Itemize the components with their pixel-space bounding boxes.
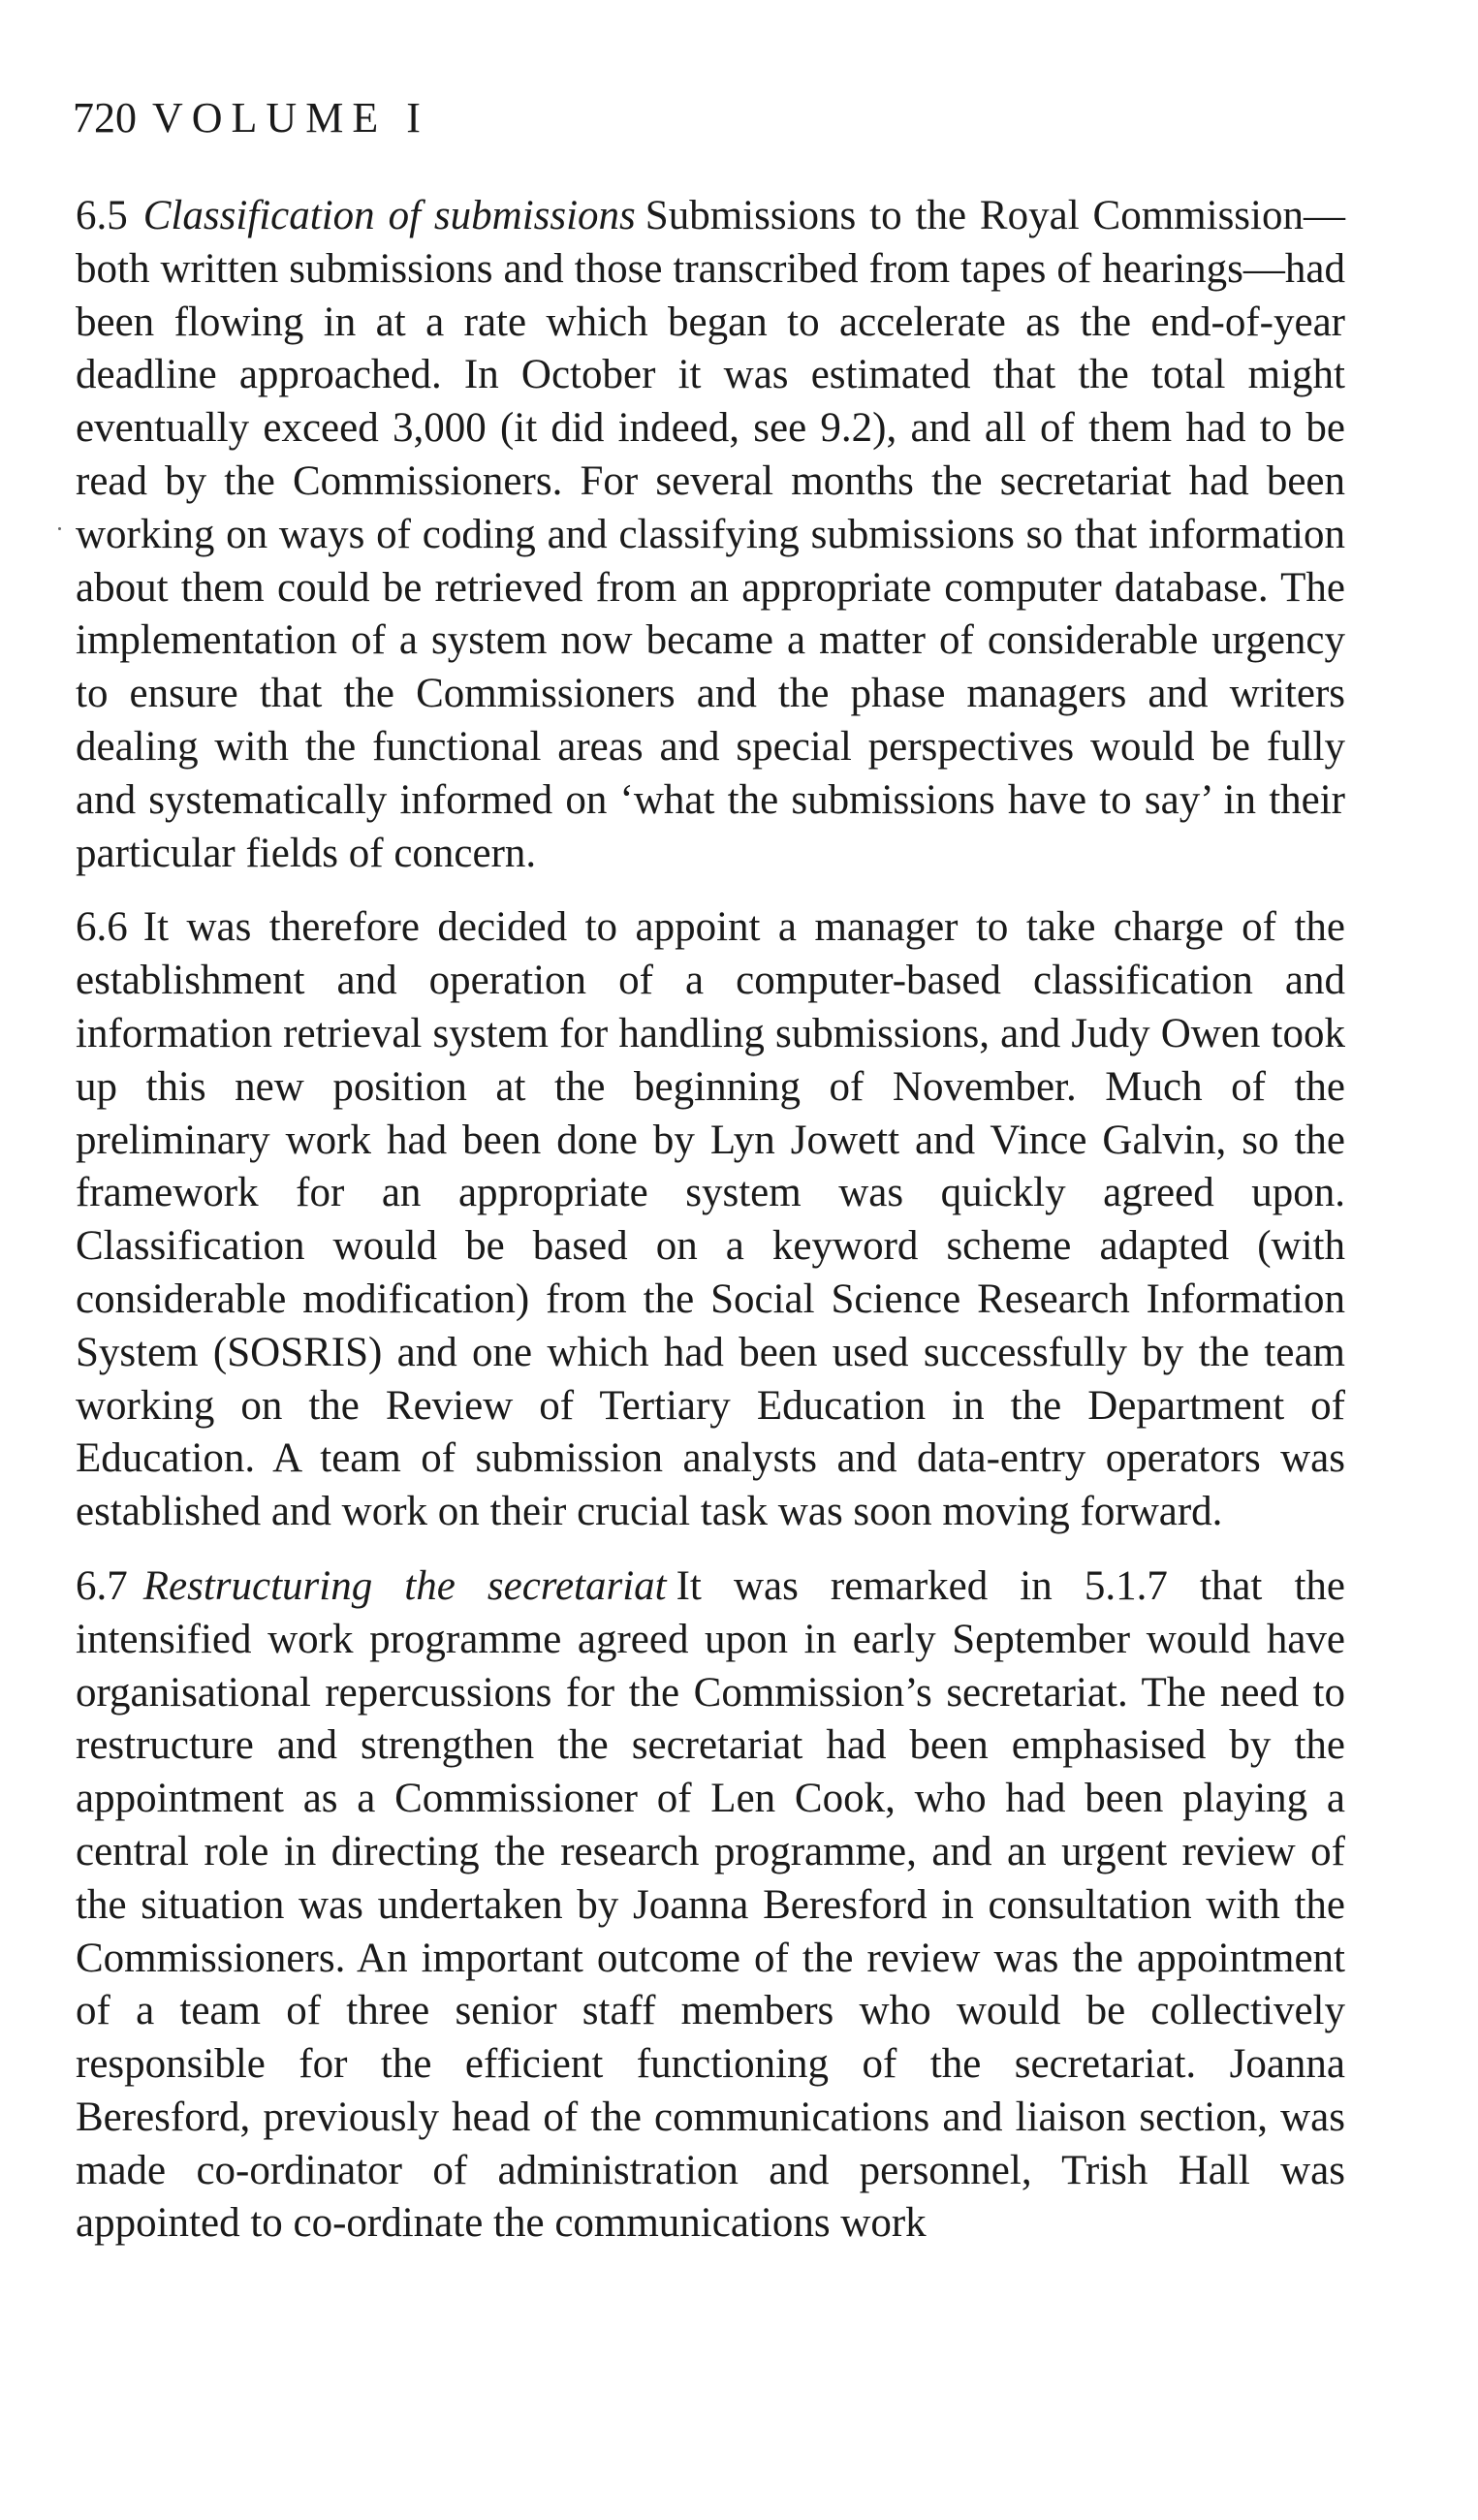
- paragraph-text: Submissions to the Royal Commission—both written submissions and those transcribed from tapes of hearings—had been flowing in at a rate which began to accelerate as the end-of-year deadline approached. In October it was estimated that the total might eventually exceed 3,000 (it did indeed, see 9.2), and all of them had to be read by the Commissioners. For several months the secretariat had been working on ways of coding and classifying submissions so that information about them could be retrieved from an appropriate computer database. The implementation of a system now became a matter of considerable urgency to ensure that the Commissioners and the phase managers and writers dealing with the functional areas and special perspectives would be fully and systematically informed on ‘what the submissions have to say’ in their particular fields of concern.: [76, 193, 1345, 876]
- paragraph-number: 6.7: [76, 1562, 128, 1609]
- volume-label: VOLUME I: [152, 94, 429, 142]
- paragraph-text: It was therefore decided to appoint a manager to take charge of the establishment and operation of a computer-based classification and information retrieval system for handling submissions, and Judy Owen took up this new position at the beginning of November. Much of the preliminary work had been done by Lyn Jowett and Vince Galvin, so the framework for an appropriate system was quickly agreed upon. Classification would be based on a keyword scheme adapted (with considerable modification) from the Social Science Research Information System (SOSRIS) and one which had been used successfully by the team working on the Review of Tertiary Education in the Department of Education. A team of submission analysts and data-entry operators was established and work on their crucial task was soon moving forward.: [76, 904, 1345, 1535]
- paragraph-number: 6.6: [76, 904, 128, 951]
- paragraph-6-5: [76, 190, 1345, 880]
- margin-mark: [58, 527, 61, 530]
- running-head: [73, 94, 429, 142]
- paragraph-6-7: [76, 1560, 1345, 2251]
- page-number: 720: [73, 94, 137, 142]
- paragraph-6-6: [76, 901, 1345, 1539]
- body-text: [76, 190, 1345, 2272]
- paragraph-text: It was remarked in 5.1.7 that the intensified work programme agreed upon in early September would have organisational repercussions for the Commission’s secretariat. The need to restructure and strengthen the secretariat had been emphasised by the appointment as a Commissioner of Len Cook, who had been playing a central role in directing the research programme, and an urgent review of the situation was undertaken by Joanna Beresford in consultation with the Commissioners. An important outcome of the review was the appointment of a team of three senior staff members who would be collectively responsible for the efficient functioning of the secretariat. Joanna Beresford, previously head of the communications and liaison section, was made co-ordinator of administration and personnel, Trish Hall was appointed to co-ordinate the communications work: [76, 1562, 1345, 2247]
- paragraph-number: 6.5: [76, 193, 128, 238]
- paragraph-heading: Restructuring the secretariat: [142, 1562, 667, 1609]
- paragraph-heading: Classification of submissions: [142, 193, 636, 238]
